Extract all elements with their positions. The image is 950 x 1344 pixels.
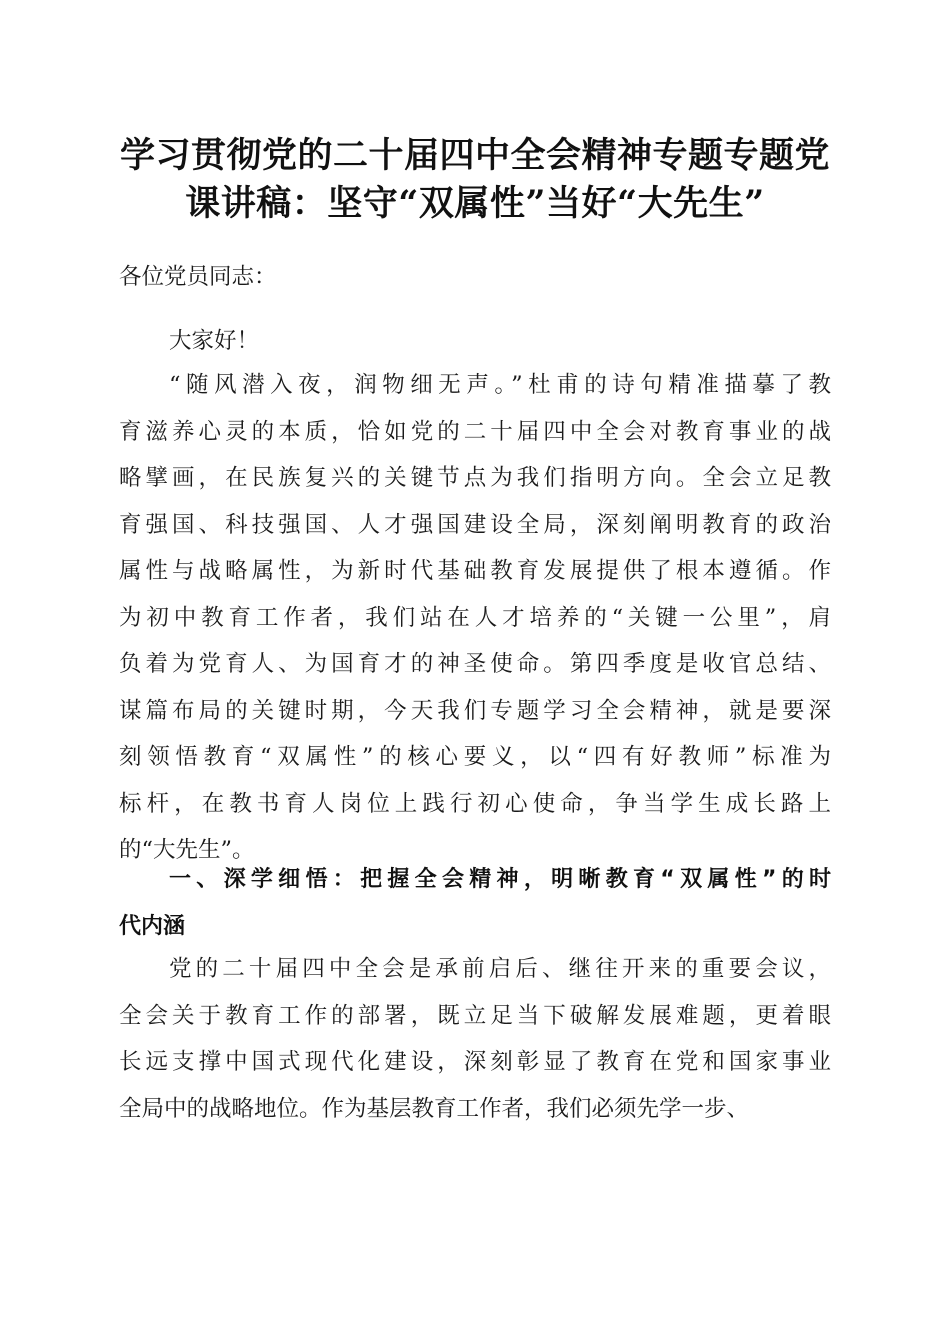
paragraph-line: 育强国、科技强国、人才强国建设全局，深刻阐明教育的政治 xyxy=(119,511,831,538)
title-line-1: 学习贯彻党的二十届四中全会精神专题专题党 xyxy=(119,135,830,176)
paragraph-line: 为初中教育工作者，我们站在人才培养的“关键一公里”，肩 xyxy=(119,604,831,631)
salutation-text: 各位党员同志： xyxy=(119,264,277,290)
paragraph-line: 负着为党育人、为国育才的神圣使命。第四季度是收官总结、 xyxy=(119,651,831,677)
section-heading-1 xyxy=(119,857,831,950)
salutation xyxy=(119,254,831,301)
paragraph-line: 属性与战略属性，为新时代基础教育发展提供了根本遵循。作 xyxy=(119,558,831,584)
paragraph-line: 刻领悟教育“双属性”的核心要义，以“四有好教师”标准为 xyxy=(119,744,831,770)
section-heading-line: 代内涵 xyxy=(119,913,186,939)
paragraph-line: 谋篇布局的关键时期，今天我们专题学习全会精神，就是要深 xyxy=(119,697,831,724)
paragraph-line: “随风潜入夜，润物细无声。”杜甫的诗句精准描摹了教 xyxy=(169,372,831,398)
paragraph-intro xyxy=(119,362,831,874)
paragraph-line: 标杆，在教书育人岗位上践行初心使命，争当学生成长路上 xyxy=(119,790,831,817)
title-line-2: 课讲稿：坚守“双属性”当好“大先生” xyxy=(185,183,765,224)
section-heading-line: 一、深学细悟：把握全会精神，明晰教育“双属性”的时 xyxy=(169,867,831,892)
greeting-text: 大家好！ xyxy=(169,328,260,354)
paragraph-line: 略擘画，在民族复兴的关键节点为我们指明方向。全会立足教 xyxy=(119,465,831,491)
paragraph-line: 全会关于教育工作的部署，既立足当下破解发展难题，更着眼 xyxy=(119,1002,831,1029)
greeting xyxy=(119,318,831,365)
paragraph-section-1 xyxy=(119,946,831,1132)
paragraph-line: 党的二十届四中全会是承前启后、继往开来的重要会议， xyxy=(169,956,831,982)
paragraph-line: 的“大先生”。 xyxy=(119,837,255,863)
document-title xyxy=(100,132,850,228)
paragraph-line: 全局中的战略地位。作为基层教育工作者，我们必须先学一步、 xyxy=(119,1095,750,1122)
paragraph-line: 长远支撑中国式现代化建设，深刻彰显了教育在党和国家事业 xyxy=(119,1049,831,1075)
paragraph-line: 育滋养心灵的本质，恰如党的二十届四中全会对教育事业的战 xyxy=(119,418,831,445)
